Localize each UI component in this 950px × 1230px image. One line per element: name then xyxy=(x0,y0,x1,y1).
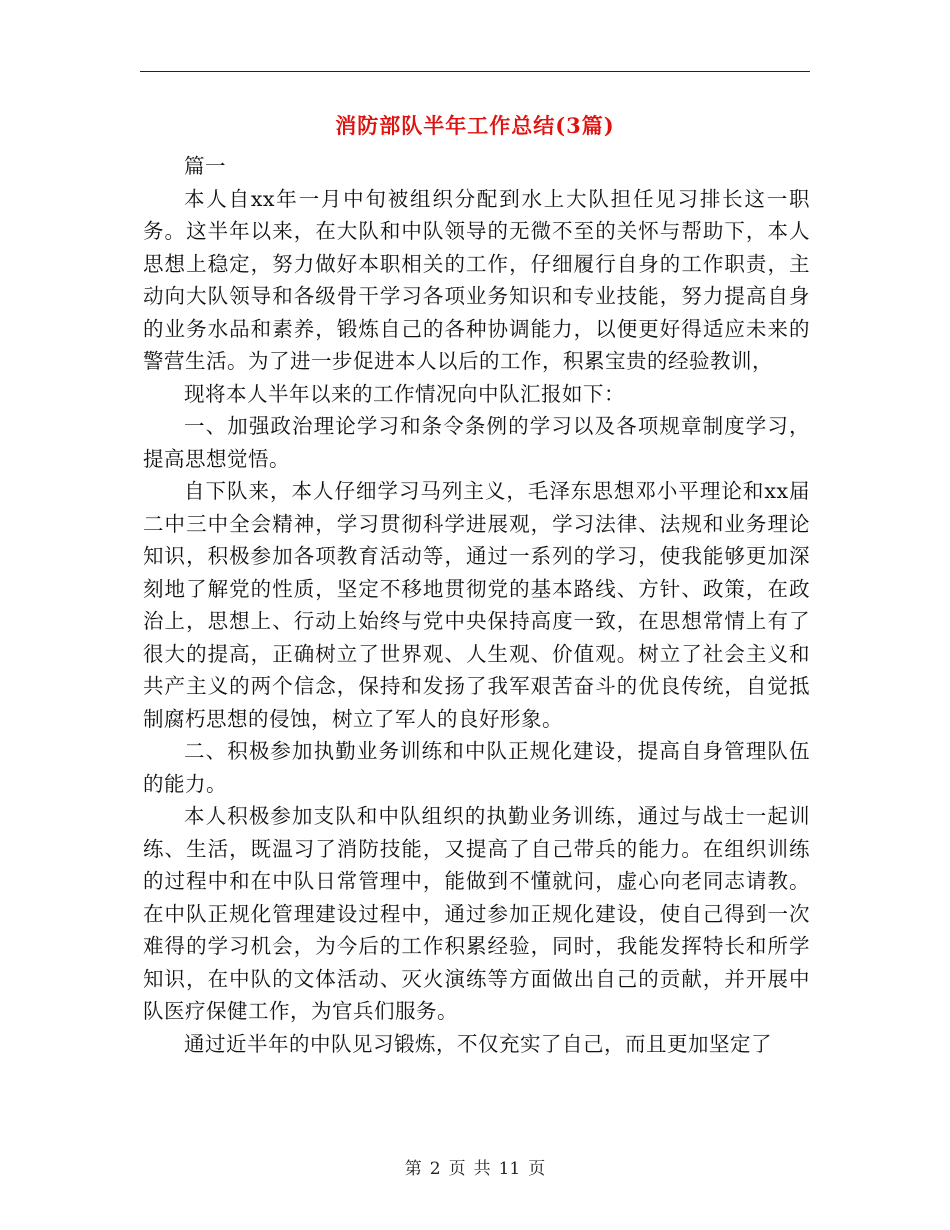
footer-mid: 页 xyxy=(448,1159,466,1179)
header-rule xyxy=(140,71,810,72)
document-body xyxy=(143,150,810,1060)
section-heading: 一、加强政治理论学习和条令条例的学习以及各项规章制度学习，提高思想觉悟。 xyxy=(143,414,810,471)
paragraph: 通过近半年的中队见习锻炼，不仅充实了自己，而且更加坚定了 xyxy=(184,1031,772,1056)
document-title: 消防部队半年工作总结(3篇) xyxy=(335,113,615,138)
paragraph: 本人自xx年一月中旬被组织分配到水上大队担任见习排长这一职务。这半年以来，在大队和中队领导的无微不至的关怀与帮助下，本人思想上稳定，努力做好本职相关的工作，仔细履行自身的工作职责，主动向大队领导和各级骨干学习各项业务知识和专业技能，努力提高自身的业务水品和素养，锻炼自己的各种协调能力，以便更好得适应未来的警营生活。为了进一步促进本人以后的工作，积累宝贵的经验教训， xyxy=(143,186,810,373)
paragraph: 自下队来，本人仔细学习马列主义，毛泽东思想邓小平理论和xx届二中三中全会精神，学习贯彻科学进展观，学习法律、法规和业务理论知识，积极参加各项教育活动等，通过一系列的学习，使我能够更加深刻地了解党的性质，坚定不移地贯彻党的基本路线、方针、政策，在政治上，思想上、行动上始终与党中央保持高度一致，在思想常情上有了很大的提高，正确树立了世界观、人生观、价值观。树立了社会主义和共产主义的两个信念，保持和发扬了我军艰苦奋斗的优良传统，自觉抵制腐朽思想的侵蚀，树立了军人的良好形象。 xyxy=(143,479,810,731)
paragraph: 本人积极参加支队和中队组织的执勤业务训练，通过与战士一起训练、生活，既温习了消防技能，又提高了自己带兵的能力。在组织训练的过程中和在中队日常管理中，能做到不懂就问，虚心向老同志请教。在中队正规化管理建设过程中，通过参加正规化建设，使自己得到一次难得的学习机会，为今后的工作积累经验，同时，我能发挥特长和所学知识，在中队的文体活动、灭火演练等方面做出自己的贡献，并开展中队医疗保健工作，为官兵们服务。 xyxy=(143,804,810,1023)
footer-prefix: 第 xyxy=(404,1159,422,1179)
footer-total-label: 共 xyxy=(473,1159,491,1179)
current-page-number: 2 xyxy=(429,1159,441,1179)
paragraph: 现将本人半年以来的工作情况向中队汇报如下： xyxy=(184,381,625,406)
section-label: 篇一 xyxy=(184,154,226,178)
page-footer xyxy=(0,1154,950,1179)
section-heading: 二、积极参加执勤业务训练和中队正规化建设，提高自身管理队伍的能力。 xyxy=(143,739,810,796)
footer-suffix: 页 xyxy=(528,1159,546,1179)
total-pages-number: 11 xyxy=(498,1159,521,1179)
